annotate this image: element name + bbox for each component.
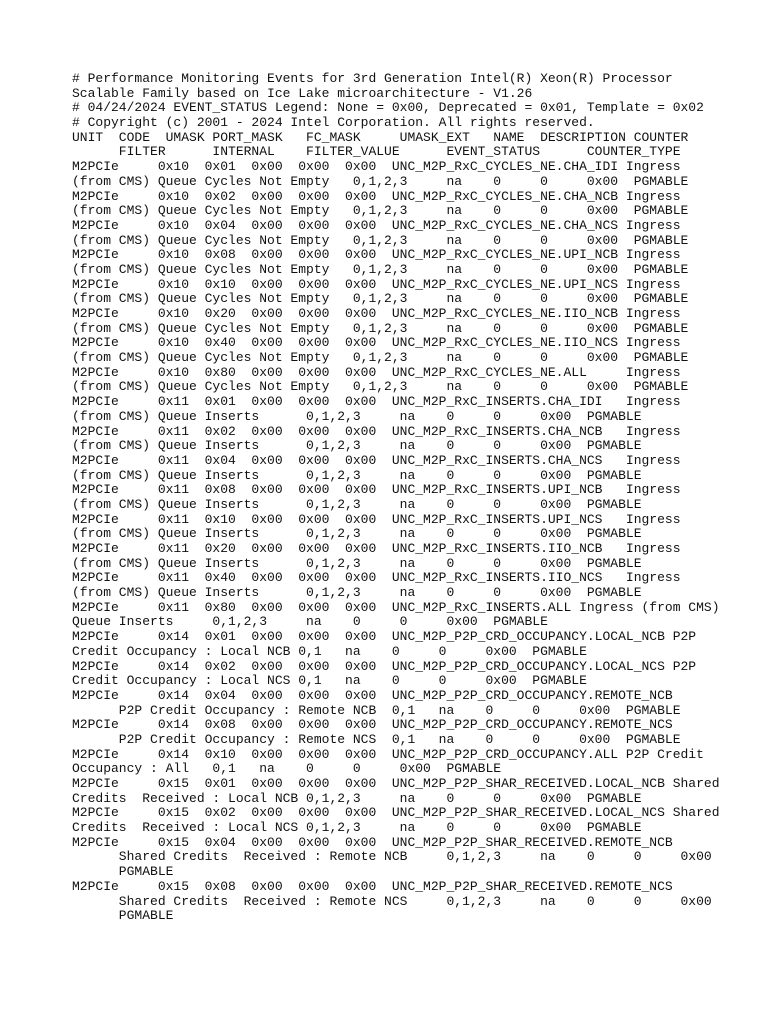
text-line: Credits Received : Local NCB 0,1,2,3 na 0 0 0x00 PGMABLE — [72, 790, 642, 806]
document-text — [72, 72, 720, 924]
text-line: Occupancy : All 0,1 na 0 0 0x00 PGMABLE — [72, 761, 502, 777]
text-line: Credits Received : Local NCS 0,1,2,3 na 0 0 0x00 PGMABLE — [72, 820, 642, 836]
text-line: Credit Occupancy : Local NCS 0,1 na 0 0 0x00 PGMABLE — [72, 673, 587, 689]
text-line: # 04/24/2024 EVENT_STATUS Legend: None = 0x00, Deprecated = 0x01, Template = 0x02 — [72, 100, 704, 116]
text-line: M2PCIe 0x11 0x10 0x00 0x00 0x00 UNC_M2P_RxC_INSERTS.UPI_NCS Ingress — [72, 511, 681, 527]
text-line: M2PCIe 0x15 0x01 0x00 0x00 0x00 UNC_M2P_P2P_SHAR_RECEIVED.LOCAL_NCB Shared — [72, 776, 720, 791]
text-line: M2PCIe 0x14 0x08 0x00 0x00 0x00 UNC_M2P_P2P_CRD_OCCUPANCY.REMOTE_NCS — [72, 717, 673, 733]
text-line: (from CMS) Queue Cycles Not Empty 0,1,2,3 na 0 0 0x00 PGMABLE — [72, 291, 689, 307]
text-line: P2P Credit Occupancy : Remote NCB 0,1 na 0 0 0x00 PGMABLE — [72, 702, 681, 718]
text-line: Credit Occupancy : Local NCB 0,1 na 0 0 0x00 PGMABLE — [72, 643, 587, 659]
text-line: (from CMS) Queue Inserts 0,1,2,3 na 0 0 0x00 PGMABLE — [72, 496, 642, 512]
text-line: M2PCIe 0x10 0x40 0x00 0x00 0x00 UNC_M2P_RxC_CYCLES_NE.IIO_NCS Ingress — [72, 335, 681, 351]
text-line: (from CMS) Queue Cycles Not Empty 0,1,2,3 na 0 0 0x00 PGMABLE — [72, 350, 689, 366]
text-line: (from CMS) Queue Cycles Not Empty 0,1,2,3 na 0 0 0x00 PGMABLE — [72, 173, 689, 189]
text-line: M2PCIe 0x10 0x04 0x00 0x00 0x00 UNC_M2P_RxC_CYCLES_NE.CHA_NCS Ingress — [72, 217, 681, 233]
text-line: M2PCIe 0x11 0x01 0x00 0x00 0x00 UNC_M2P_RxC_INSERTS.CHA_IDI Ingress — [72, 394, 681, 410]
text-line: M2PCIe 0x10 0x08 0x00 0x00 0x00 UNC_M2P_RxC_CYCLES_NE.UPI_NCB Ingress — [72, 247, 681, 263]
text-line: (from CMS) Queue Cycles Not Empty 0,1,2,3 na 0 0 0x00 PGMABLE — [72, 203, 689, 219]
text-line: PGMABLE — [72, 864, 174, 880]
text-line: PGMABLE — [72, 908, 174, 924]
text-line: # Performance Monitoring Events for 3rd Generation Intel(R) Xeon(R) Processor — [72, 71, 673, 86]
text-line: M2PCIe 0x10 0x01 0x00 0x00 0x00 UNC_M2P_RxC_CYCLES_NE.CHA_IDI Ingress — [72, 159, 681, 175]
text-line: M2PCIe 0x10 0x10 0x00 0x00 0x00 UNC_M2P_RxC_CYCLES_NE.UPI_NCS Ingress — [72, 276, 681, 292]
text-line: M2PCIe 0x15 0x02 0x00 0x00 0x00 UNC_M2P_P2P_SHAR_RECEIVED.LOCAL_NCS Shared — [72, 805, 720, 821]
text-line: M2PCIe 0x11 0x80 0x00 0x00 0x00 UNC_M2P_RxC_INSERTS.ALL Ingress (from CMS) — [72, 599, 720, 615]
text-line: Shared Credits Received : Remote NCS 0,1,2,3 na 0 0 0x00 — [72, 893, 712, 909]
text-line: (from CMS) Queue Inserts 0,1,2,3 na 0 0 0x00 PGMABLE — [72, 526, 642, 542]
text-line: M2PCIe 0x14 0x02 0x00 0x00 0x00 UNC_M2P_P2P_CRD_OCCUPANCY.LOCAL_NCS P2P — [72, 658, 697, 674]
text-line: P2P Credit Occupancy : Remote NCS 0,1 na 0 0 0x00 PGMABLE — [72, 731, 681, 747]
text-line: M2PCIe 0x10 0x02 0x00 0x00 0x00 UNC_M2P_RxC_CYCLES_NE.CHA_NCB Ingress — [72, 188, 681, 204]
text-line: Queue Inserts 0,1,2,3 na 0 0 0x00 PGMABLE — [72, 614, 548, 630]
text-line: M2PCIe 0x11 0x04 0x00 0x00 0x00 UNC_M2P_RxC_INSERTS.CHA_NCS Ingress — [72, 452, 681, 468]
text-line: (from CMS) Queue Inserts 0,1,2,3 na 0 0 0x00 PGMABLE — [72, 585, 642, 601]
text-line: (from CMS) Queue Inserts 0,1,2,3 na 0 0 0x00 PGMABLE — [72, 438, 642, 454]
text-line: Shared Credits Received : Remote NCB 0,1,2,3 na 0 0 0x00 — [72, 849, 712, 865]
text-line: M2PCIe 0x15 0x04 0x00 0x00 0x00 UNC_M2P_P2P_SHAR_RECEIVED.REMOTE_NCB — [72, 834, 673, 850]
text-line: M2PCIe 0x11 0x08 0x00 0x00 0x00 UNC_M2P_RxC_INSERTS.UPI_NCB Ingress — [72, 482, 681, 498]
text-line: (from CMS) Queue Cycles Not Empty 0,1,2,3 na 0 0 0x00 PGMABLE — [72, 261, 689, 277]
text-line: M2PCIe 0x10 0x20 0x00 0x00 0x00 UNC_M2P_RxC_CYCLES_NE.IIO_NCB Ingress — [72, 306, 681, 321]
text-line: M2PCIe 0x14 0x04 0x00 0x00 0x00 UNC_M2P_P2P_CRD_OCCUPANCY.REMOTE_NCB — [72, 687, 673, 703]
text-line: UNIT CODE UMASK PORT_MASK FC_MASK UMASK_EXT NAME DESCRIPTION COUNTER — [72, 129, 689, 145]
text-line: (from CMS) Queue Inserts 0,1,2,3 na 0 0 0x00 PGMABLE — [72, 408, 642, 424]
text-line: M2PCIe 0x11 0x20 0x00 0x00 0x00 UNC_M2P_RxC_INSERTS.IIO_NCB Ingress — [72, 541, 681, 556]
text-line: (from CMS) Queue Inserts 0,1,2,3 na 0 0 0x00 PGMABLE — [72, 467, 642, 483]
text-line: M2PCIe 0x11 0x02 0x00 0x00 0x00 UNC_M2P_RxC_INSERTS.CHA_NCB Ingress — [72, 423, 681, 439]
text-line: M2PCIe 0x10 0x80 0x00 0x00 0x00 UNC_M2P_RxC_CYCLES_NE.ALL Ingress — [72, 364, 681, 380]
text-line: (from CMS) Queue Inserts 0,1,2,3 na 0 0 0x00 PGMABLE — [72, 555, 642, 571]
text-line: (from CMS) Queue Cycles Not Empty 0,1,2,3 na 0 0 0x00 PGMABLE — [72, 232, 689, 248]
text-line: M2PCIe 0x14 0x10 0x00 0x00 0x00 UNC_M2P_P2P_CRD_OCCUPANCY.ALL P2P Credit — [72, 746, 704, 762]
text-line: M2PCIe 0x11 0x40 0x00 0x00 0x00 UNC_M2P_RxC_INSERTS.IIO_NCS Ingress — [72, 570, 681, 586]
text-line: Scalable Family based on Ice Lake microarchitecture - V1.26 — [72, 85, 533, 101]
text-line: M2PCIe 0x15 0x08 0x00 0x00 0x00 UNC_M2P_P2P_SHAR_RECEIVED.REMOTE_NCS — [72, 878, 673, 894]
text-line: (from CMS) Queue Cycles Not Empty 0,1,2,3 na 0 0 0x00 PGMABLE — [72, 379, 689, 395]
text-line: FILTER INTERNAL FILTER_VALUE EVENT_STATUS COUNTER_TYPE — [72, 144, 681, 160]
text-line: (from CMS) Queue Cycles Not Empty 0,1,2,3 na 0 0 0x00 PGMABLE — [72, 320, 689, 336]
text-line: M2PCIe 0x14 0x01 0x00 0x00 0x00 UNC_M2P_P2P_CRD_OCCUPANCY.LOCAL_NCB P2P — [72, 629, 697, 645]
text-line: # Copyright (c) 2001 - 2024 Intel Corporation. All rights reserved. — [72, 115, 595, 131]
